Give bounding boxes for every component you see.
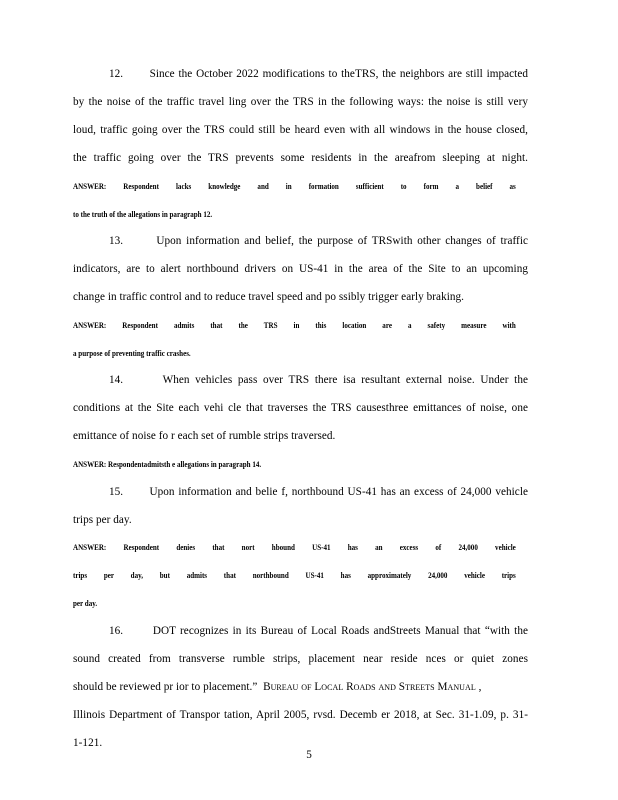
paragraph-13-line-3: change in traffic control and to reduce travel speed and po ssibly trigger early braking. xyxy=(73,291,465,303)
paragraph-16-line-1: 16. DOT recognizes in its Bureau of Local Roads andStreets Manual that “with the xyxy=(109,625,528,637)
paragraph-13-line-1: 13. Upon information and belief, the purpose of TRSwith other changes of traffic xyxy=(109,235,528,247)
paragraph-16-line-3 xyxy=(73,680,528,694)
paragraph-12-line-4: the traffic going over the TRS prevents some residents in the areafrom sleeping at night. xyxy=(73,152,528,164)
paragraph-15-line-1: 15. Upon information and belie f, northbound US-41 has an excess of 24,000 vehicle xyxy=(109,486,528,498)
paragraph-16-line-2: sound created from transverse rumble strips, placement near reside nces or quiet zones xyxy=(73,653,528,665)
paragraph-16-line-5: 1-121. xyxy=(73,737,103,749)
paragraph-16-line-4: Illinois Department of Transpor tation, April 2005, rvsd. Decemb er 2018, at Sec. 31-1.09, p. 31- xyxy=(73,709,528,721)
paragraph-14-line-3: emittance of noise fo r each set of rumble strips traversed. xyxy=(73,430,336,442)
paragraph-12-line-3: loud, traffic going over the TRS could still be heard even with all windows in the house closed, xyxy=(73,124,528,136)
page-number: 5 xyxy=(306,749,312,761)
manual-citation-title: Bureau of Local Roads and Streets Manual , xyxy=(263,681,482,693)
paragraph-14-line-2: conditions at the Site each vehi cle that traverses the TRS causesthree emittances of noise, one xyxy=(73,402,528,414)
answer-15-line-3: per day. xyxy=(73,598,98,608)
answer-12-line-1: ANSWER: Respondent lacks knowledge and in formation sufficient to form a belief as xyxy=(73,181,516,191)
answer-12-line-2: to the truth of the allegations in paragraph 12. xyxy=(73,209,213,219)
answer-15-line-1: ANSWER: Respondent denies that nort hbound US-41 has an excess of 24,000 vehicle xyxy=(73,542,516,552)
answer-15-line-2: trips per day, but admits that northbound US-41 has approximately 24,000 vehicle trips xyxy=(73,570,516,580)
paragraph-15-line-2: trips per day. xyxy=(73,514,132,526)
paragraph-13-line-2: indicators, are to alert northbound drivers on US-41 in the area of the Site to an upcoming xyxy=(73,263,528,275)
paragraph-12-line-1: 12. Since the October 2022 modifications to theTRS, the neighbors are still impacted xyxy=(109,68,528,80)
answer-13-line-2: a purpose of preventing traffic crashes. xyxy=(73,348,191,358)
answer-13-line-1: ANSWER: Respondent admits that the TRS in this location are a safety measure with xyxy=(73,320,516,330)
paragraph-14-line-1: 14. When vehicles pass over TRS there isa resultant external noise. Under the xyxy=(109,374,528,386)
answer-14-line-1: ANSWER: Respondentadmitsth e allegations in paragraph 14. xyxy=(73,459,262,469)
paragraph-12-line-2: by the noise of the traffic travel ling over the TRS in the following ways: the noise is still very xyxy=(73,96,528,108)
paragraph-16-line-3-text: should be reviewed pr ior to placement.” xyxy=(73,681,264,693)
